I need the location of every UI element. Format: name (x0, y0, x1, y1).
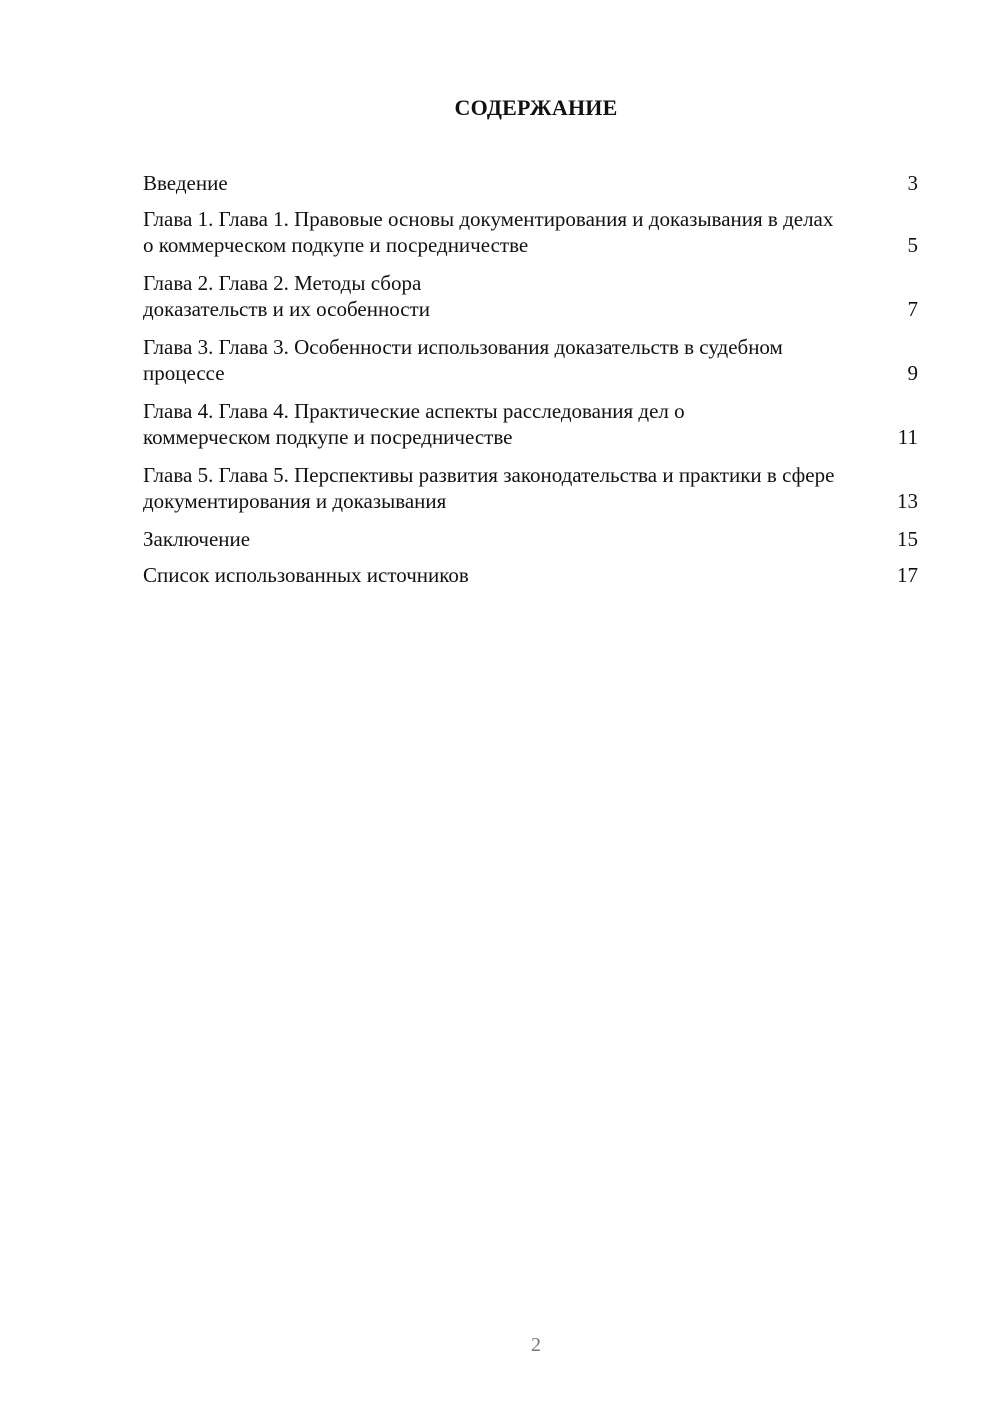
toc-entry-page: 13 (897, 489, 918, 513)
toc-entry-page: 7 (907, 297, 918, 321)
toc-entry-text: Заключение (143, 527, 251, 551)
toc-entry-page: 17 (897, 563, 918, 587)
toc-entry-chapter-4 (143, 398, 918, 450)
page-title: СОДЕРЖАНИЕ (454, 95, 618, 120)
page-number: 2 (531, 1334, 541, 1356)
toc-entry-page: 11 (897, 425, 918, 449)
toc-entry-conclusion (143, 526, 918, 552)
toc-entry-chapter-5 (143, 462, 918, 514)
table-of-contents (143, 170, 918, 600)
toc-entry-text: Введение (143, 171, 228, 195)
toc-entry-page: 5 (907, 233, 918, 257)
toc-entry-references (143, 562, 918, 588)
toc-entry-text: Список использованных источников (143, 563, 469, 587)
toc-entry-text: Глава 5. Глава 5. Перспективы развития законодательства и практики в сфере документирования и доказывания (143, 463, 835, 513)
toc-entry-chapter-2 (143, 270, 918, 322)
toc-entry-page: 15 (897, 527, 918, 551)
toc-entry-text: Глава 4. Глава 4. Практические аспекты расследования дел о коммерческом подкупе и посредничестве (143, 399, 685, 449)
toc-entry-text: Глава 3. Глава 3. Особенности использования доказательств в судебном процессе (143, 335, 783, 385)
toc-entry-page: 9 (907, 361, 918, 385)
toc-entry-text: Глава 1. Глава 1. Правовые основы документирования и доказывания в делах о коммерческом подкупе и посредничестве (143, 207, 834, 257)
toc-entry-chapter-1 (143, 206, 918, 258)
toc-entry-text: Глава 2. Глава 2. Методы сбора доказательств и их особенности (143, 271, 430, 321)
toc-entry-chapter-3 (143, 334, 918, 386)
toc-entry-page: 3 (907, 171, 918, 195)
toc-entry-introduction (143, 170, 918, 196)
